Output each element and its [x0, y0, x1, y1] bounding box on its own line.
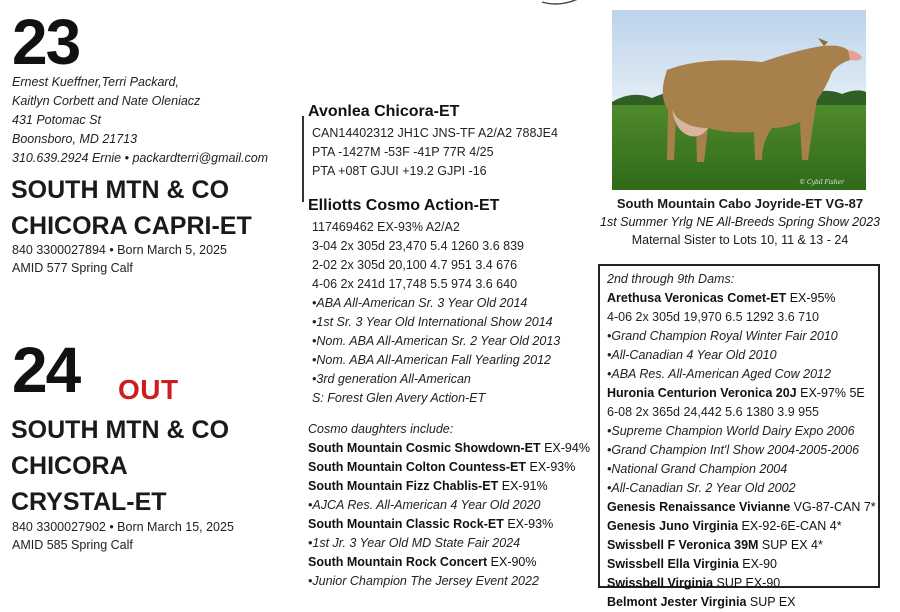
lot-23-name	[11, 172, 252, 244]
cosmo-daughter-line	[308, 477, 590, 496]
dam-line	[607, 498, 876, 517]
lot-23-registration	[12, 241, 227, 277]
consignor-line: Ernest Kueffner,Terri Packard,	[12, 75, 179, 89]
dam-score: SUP EX	[746, 595, 796, 609]
photo-subtitle: 1st Summer Yrlg NE All-Breeds Spring Show 2023	[600, 215, 880, 229]
dam-line	[607, 555, 876, 574]
dam-detail-line: 2-02 2x 305d 20,100 4.7 951 3.4 676	[312, 258, 518, 272]
dam-name: Swissbell F Veronica 39M	[607, 538, 759, 552]
dams-box	[598, 264, 880, 609]
sire-name: Avonlea Chicora-ET	[308, 103, 460, 120]
daughter-score: EX-90%	[487, 555, 537, 569]
out-status-label: OUT	[118, 374, 179, 405]
dam-name: Elliotts Cosmo Action-ET	[308, 197, 500, 214]
cosmo-daughter-line	[308, 515, 590, 534]
dam-detail-line: 4-06 2x 241d 17,748 5.5 974 3.6 640	[312, 277, 518, 291]
dam-record: 4-06 2x 305d 19,970 6.5 1292 3.6 710	[607, 310, 819, 324]
dam-honor: •All-Canadian 4 Year Old 2010	[607, 348, 777, 362]
dam-score: SUP EX-90	[713, 576, 781, 590]
daughter-name: South Mountain Colton Countess-ET	[308, 460, 527, 474]
lot-24-number: 24	[12, 334, 80, 406]
sire-details	[312, 124, 558, 181]
daughter-name: South Mountain Classic Rock-ET	[308, 517, 504, 531]
consignor-line: 431 Potomac St	[12, 113, 101, 127]
dam-honor: •Supreme Champion World Dairy Expo 2006	[607, 424, 855, 438]
cosmo-daughter-line	[308, 553, 590, 572]
sire-detail-line: PTA -1427M -53F -41P 77R 4/25	[312, 145, 494, 159]
daughter-honor: •Junior Champion The Jersey Event 2022	[308, 574, 539, 588]
sire-detail-line: CAN14402312 JH1C JNS-TF A2/A2 788JE4	[312, 126, 558, 140]
dam-detail-line: 117469462 EX-93% A2/A2	[312, 220, 460, 234]
daughter-honor: •AJCA Res. All-American 4 Year Old 2020	[308, 498, 541, 512]
dam-score: EX-92-6E-CAN 4*	[738, 519, 842, 533]
lot-name-line: CHICORA	[11, 452, 128, 480]
dam-score: VG-87-CAN 7*	[790, 500, 876, 514]
reg-line: 840 3300027894 • Born March 5, 2025	[12, 243, 227, 257]
lot-name-line: CRYSTAL-ET	[11, 488, 167, 516]
dam-name: Arethusa Veronicas Comet-ET	[607, 291, 787, 305]
consignor-info	[12, 73, 268, 168]
lot-name-line: SOUTH MTN & CO	[11, 176, 230, 204]
cosmo-heading: Cosmo daughters include:	[308, 422, 454, 436]
daughter-score: EX-93%	[503, 517, 554, 531]
daughter-name: South Mountain Fizz Chablis-ET	[308, 479, 499, 493]
daughter-name: South Mountain Cosmic Showdown-ET	[308, 441, 541, 455]
daughter-name: South Mountain Rock Concert	[308, 555, 488, 569]
dam-honor: •National Grand Champion 2004	[607, 462, 788, 476]
lot-23-number: 23	[12, 6, 80, 78]
consignor-line: Kaitlyn Corbett and Nate Oleniacz	[12, 94, 201, 108]
daughter-score: EX-94%	[540, 441, 590, 455]
consignor-line: 310.639.2924 Ernie • packardterri@gmail.com	[12, 151, 269, 165]
cosmo-daughter-line	[308, 439, 590, 458]
dam-name: Swissbell Ella Virginia	[607, 557, 739, 571]
dam-honor: •All-Canadian Sr. 2 Year Old 2002	[607, 481, 796, 495]
reg-line: 840 3300027902 • Born March 15, 2025	[12, 520, 234, 534]
dam-honor: •3rd generation All-American	[312, 372, 471, 386]
dam-name: Swissbell Virginia	[607, 576, 714, 590]
dam-honor: •Grand Champion Int'l Show 2004-2005-2006	[607, 443, 860, 457]
cosmo-daughters	[308, 420, 590, 591]
reg-line: AMID 585 Spring Calf	[12, 538, 133, 552]
dam-sire-line: S: Forest Glen Avery Action-ET	[312, 391, 486, 405]
dam-score: EX-97% 5E	[796, 386, 865, 400]
lot-24-registration	[12, 518, 234, 554]
dam-line	[607, 536, 876, 555]
daughter-honor: •1st Jr. 3 Year Old MD State Fair 2024	[308, 536, 521, 550]
dam-name: Huronia Centurion Veronica 20J	[607, 386, 797, 400]
dam-honor: •Nom. ABA All-American Sr. 2 Year Old 2013	[312, 334, 561, 348]
daughter-score: EX-91%	[498, 479, 548, 493]
lot-name-line: CHICORA CAPRI-ET	[11, 212, 252, 240]
dam-name: Genesis Renaissance Vivianne	[607, 500, 791, 514]
dam-score: EX-95%	[786, 291, 836, 305]
dams-list	[607, 270, 876, 612]
dam-record: 6-08 2x 365d 24,442 5.6 1380 3.9 955	[607, 405, 819, 419]
dam-line	[607, 289, 876, 308]
photo-watermark: © Cybil Fisher	[799, 179, 844, 186]
dam-line	[607, 517, 876, 536]
photo-title: South Mountain Cabo Joyride-ET VG-87	[616, 196, 864, 211]
pedigree-divider	[302, 116, 304, 202]
dam-line	[607, 384, 876, 403]
sire-detail-line: PTA +08T GJUI +19.2 GJPI -16	[312, 164, 487, 178]
photo-note: Maternal Sister to Lots 10, 11 & 13 - 24	[631, 233, 849, 247]
dam-line	[607, 574, 876, 593]
consignor-line: Boonsboro, MD 21713	[12, 132, 138, 146]
lot-name-line: SOUTH MTN & CO	[11, 416, 230, 444]
dam-score: EX-90	[738, 557, 777, 571]
dam-honor: •Nom. ABA All-American Fall Yearling 2012	[312, 353, 551, 367]
dam-detail-line: 3-04 2x 305d 23,470 5.4 1260 3.6 839	[312, 239, 524, 253]
dam-honor: •Grand Champion Royal Winter Fair 2010	[607, 329, 838, 343]
swoosh-icon	[540, 0, 590, 8]
dam-name: Belmont Jester Virginia	[607, 595, 747, 609]
dam-honor: •ABA All-American Sr. 3 Year Old 2014	[312, 296, 528, 310]
dam-honor: •1st Sr. 3 Year Old International Show 2014	[312, 315, 553, 329]
daughter-score: EX-93%	[526, 460, 576, 474]
cow-photo	[612, 10, 866, 190]
reg-line: AMID 577 Spring Calf	[12, 261, 133, 275]
dam-honor: •ABA Res. All-American Aged Cow 2012	[607, 367, 831, 381]
dams-heading: 2nd through 9th Dams:	[607, 272, 735, 286]
lot-24-name	[11, 412, 229, 520]
cosmo-daughter-line	[308, 458, 590, 477]
dam-score: SUP EX 4*	[758, 538, 823, 552]
dam-name: Genesis Juno Virginia	[607, 519, 739, 533]
dam-details	[312, 218, 560, 408]
